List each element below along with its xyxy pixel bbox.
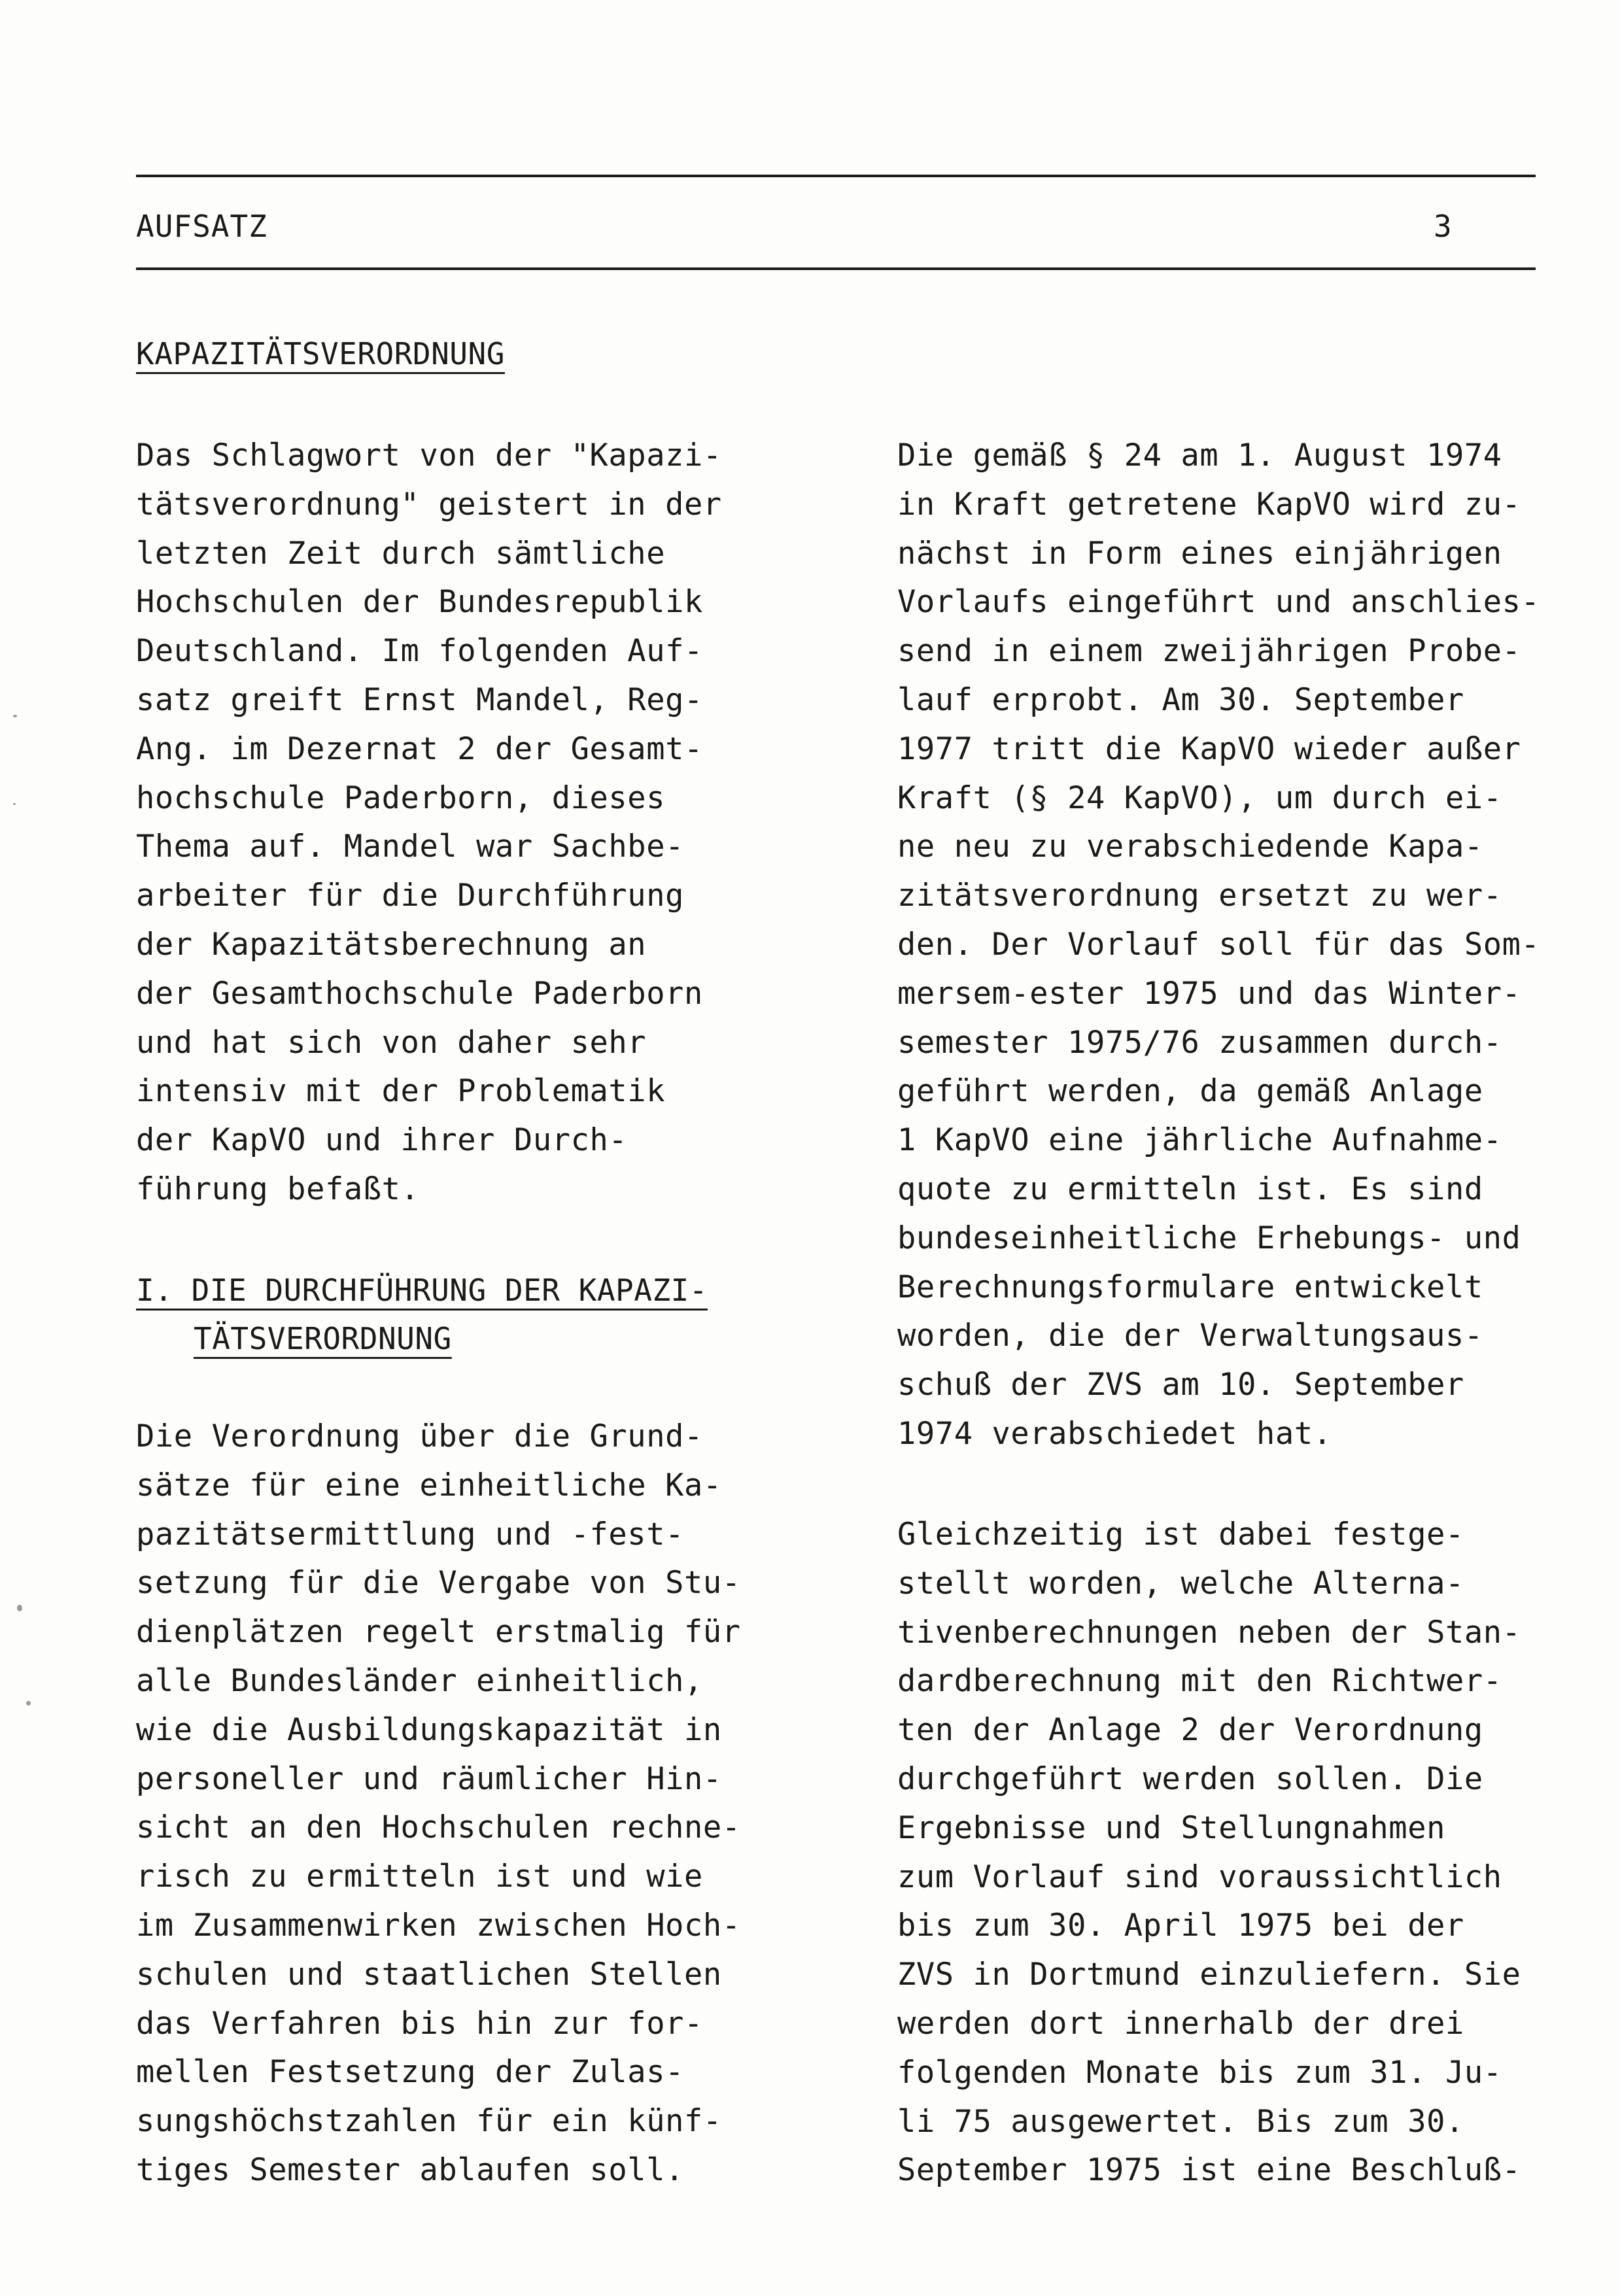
right-p1-line: Die gemäß § 24 am 1. August 1974	[897, 437, 1502, 473]
right-p2-line: ZVS in Dortmund einzuliefern. Sie	[897, 1957, 1521, 1993]
scan-speck	[26, 1701, 31, 1705]
intro-line: satz greift Ernst Mandel, Reg-	[136, 681, 703, 718]
intro-line: führung befaßt.	[136, 1171, 420, 1207]
right-p1-line: lauf erprobt. Am 30. September	[897, 681, 1464, 718]
intro-line: Hochschulen der Bundesrepublik	[136, 584, 703, 621]
right-p1-line: Kraft (§ 24 KapVO), um durch ei-	[897, 780, 1502, 816]
right-p1-line: 1 KapVO eine jährliche Aufnahme-	[897, 1122, 1502, 1159]
article-title-text: KAPAZITÄTSVERORDNUNG	[136, 336, 505, 371]
right-p2-line: ten der Anlage 2 der Verordnung	[897, 1712, 1483, 1749]
left-body-paragraph	[136, 1413, 741, 2195]
right-p2-line: durchgeführt werden sollen. Die	[897, 1760, 1483, 1797]
left-body-line: risch zu ermitteln ist und wie	[136, 1859, 703, 1895]
scan-speck	[13, 715, 17, 717]
right-p1-line: send in einem zweijährigen Probe-	[897, 633, 1521, 670]
right-paragraph-2	[897, 1511, 1521, 2195]
intro-line: der Gesamthochschule Paderborn	[136, 975, 703, 1012]
left-body-line: pazitätsermittlung und -fest-	[136, 1516, 684, 1552]
left-body-line: schulen und staatlichen Stellen	[136, 1956, 722, 1993]
intro-paragraph	[136, 432, 722, 1214]
right-p1-line: quote zu ermitteln ist. Es sind	[897, 1171, 1483, 1207]
intro-line: Thema auf. Mandel war Sachbe-	[136, 829, 684, 865]
right-p2-line: Ergebnisse und Stellungnahmen	[897, 1809, 1445, 1846]
section-heading-line: I. DIE DURCHFÜHRUNG DER KAPAZI-	[136, 1273, 708, 1308]
section-label: AUFSATZ	[136, 209, 267, 244]
intro-line: letzten Zeit durch sämtliche	[136, 535, 666, 572]
right-p1-line: 1977 tritt die KapVO wieder außer	[897, 730, 1521, 767]
left-body-line: mellen Festsetzung der Zulas-	[136, 2054, 684, 2091]
right-p2-line: stellt worden, welche Alterna-	[897, 1565, 1464, 1602]
section-heading-line: TÄTSVERORDNUNG	[194, 1321, 452, 1356]
right-p1-line: zitätsverordnung ersetzt zu wer-	[897, 878, 1502, 914]
intro-line: und hat sich von daher sehr	[136, 1024, 647, 1061]
left-body-line: setzung für die Vergabe von Stu-	[136, 1565, 741, 1602]
intro-line: intensiv mit der Problematik	[136, 1073, 666, 1110]
right-p2-line: tivenberechnungen neben der Stan-	[897, 1614, 1521, 1651]
left-body-line: das Verfahren bis hin zur for-	[136, 2005, 703, 2042]
left-body-line: sätze für eine einheitliche Ka-	[136, 1467, 722, 1503]
intro-line: Ang. im Dezernat 2 der Gesamt-	[136, 730, 703, 767]
right-p1-line: geführt werden, da gemäß Anlage	[897, 1073, 1483, 1110]
intro-line: tätsverordnung" geistert in der	[136, 486, 722, 523]
article-title	[136, 330, 505, 378]
intro-line: arbeiter für die Durchführung	[136, 878, 684, 914]
left-body-line: alle Bundesländer einheitlich,	[136, 1662, 703, 1699]
right-p2-line: werden dort innerhalb der drei	[897, 2005, 1464, 2042]
right-p1-line: Berechnungsformulare entwickelt	[897, 1269, 1483, 1305]
right-p1-line: mersem-ester 1975 und das Winter-	[897, 975, 1521, 1012]
right-p1-line: ne neu zu verabschiedende Kapa-	[897, 829, 1483, 865]
right-p1-line: semester 1975/76 zusammen durch-	[897, 1024, 1502, 1061]
right-p2-line: folgenden Monate bis zum 31. Ju-	[897, 2054, 1502, 2091]
right-p1-line: in Kraft getretene KapVO wird zu-	[897, 486, 1521, 523]
header-rule-bottom	[136, 267, 1536, 270]
right-p2-line: September 1975 ist eine Beschluß-	[897, 2152, 1521, 2189]
scan-speck	[13, 803, 16, 805]
header-rule-top	[136, 175, 1536, 177]
right-p1-line: bundeseinheitliche Erhebungs- und	[897, 1220, 1521, 1256]
left-body-line: wie die Ausbildungskapazität in	[136, 1711, 722, 1748]
right-p2-line: bis zum 30. April 1975 bei der	[897, 1908, 1464, 1944]
left-body-line: sungshöchstzahlen für ein künf-	[136, 2103, 722, 2140]
right-p1-line: den. Der Vorlauf soll für das Som-	[897, 926, 1540, 963]
intro-line: Deutschland. Im folgenden Auf-	[136, 633, 703, 670]
intro-line: der KapVO und ihrer Durch-	[136, 1122, 628, 1159]
section-heading	[136, 1266, 708, 1363]
right-p2-line: dardberechnung mit den Richtwer-	[897, 1663, 1502, 1700]
left-body-line: personeller und räumlicher Hin-	[136, 1760, 722, 1797]
right-p1-line: schuß der ZVS am 10. September	[897, 1367, 1464, 1403]
left-body-line: Die Verordnung über die Grund-	[136, 1418, 703, 1454]
scan-speck	[17, 1605, 22, 1611]
right-p1-line: Vorlaufs eingeführt und anschlies-	[897, 584, 1540, 621]
intro-line: der Kapazitätsberechnung an	[136, 926, 647, 963]
right-p1-line: 1974 verabschiedet hat.	[897, 1415, 1332, 1452]
intro-line: hochschule Paderborn, dieses	[136, 780, 666, 816]
intro-line: Das Schlagwort von der "Kapazi-	[136, 437, 722, 473]
left-body-line: im Zusammenwirken zwischen Hoch-	[136, 1907, 741, 1944]
left-body-line: dienplätzen regelt erstmalig für	[136, 1614, 741, 1651]
right-p2-line: li 75 ausgewertet. Bis zum 30.	[897, 2103, 1464, 2140]
right-p2-line: zum Vorlauf sind voraussichtlich	[897, 1859, 1502, 1895]
left-body-line: sicht an den Hochschulen rechne-	[136, 1809, 741, 1846]
right-p1-line: nächst in Form eines einjährigen	[897, 535, 1502, 572]
right-paragraph-1	[897, 432, 1540, 1459]
left-body-line: tiges Semester ablaufen soll.	[136, 2151, 684, 2188]
right-p2-line: Gleichzeitig ist dabei festge-	[897, 1516, 1464, 1552]
page-number: 3	[1434, 209, 1453, 244]
right-p1-line: worden, die der Verwaltungsaus-	[897, 1318, 1483, 1354]
